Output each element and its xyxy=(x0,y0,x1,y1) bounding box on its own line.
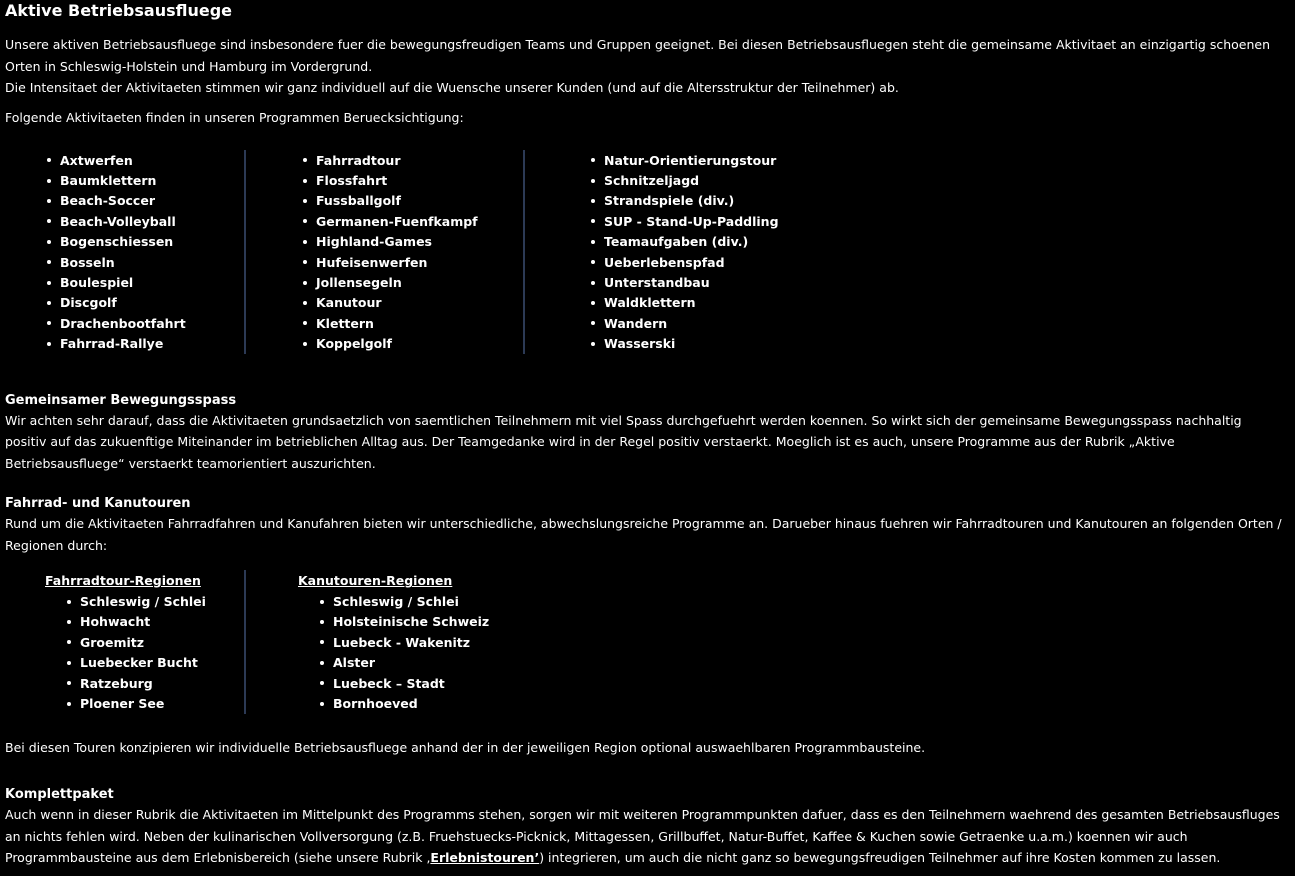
list-item xyxy=(591,272,1287,292)
list-item-label: Beach-Soccer xyxy=(60,193,155,209)
list-item xyxy=(591,191,1287,211)
list-item xyxy=(47,313,244,333)
list-item-label: Boulespiel xyxy=(60,275,134,291)
bullet-icon xyxy=(47,179,51,183)
bullet-icon xyxy=(47,240,51,244)
bullet-icon xyxy=(303,179,307,183)
bullet-icon xyxy=(47,158,51,162)
section-heading-komplettpaket: Komplettpaket xyxy=(5,787,114,803)
list-item xyxy=(303,211,523,231)
region-column-fahrradtour xyxy=(5,570,244,713)
activities-intro: Folgende Aktivitaeten finden in unseren Programmen Beruecksichtigung: xyxy=(5,109,464,125)
list-item-label: Luebeck – Stadt xyxy=(333,675,445,691)
list-item xyxy=(591,232,1287,252)
bullet-icon xyxy=(303,240,307,244)
list-item-label: Waldklettern xyxy=(604,295,696,311)
list-item-label: SUP - Stand-Up-Paddling xyxy=(604,213,779,229)
list-item xyxy=(303,170,523,190)
list-item xyxy=(47,170,244,190)
list-item xyxy=(47,272,244,292)
list-item xyxy=(303,191,523,211)
bullet-icon xyxy=(67,640,71,644)
list-item-label: Baumklettern xyxy=(60,173,157,189)
list-item xyxy=(47,150,244,170)
list-item xyxy=(591,150,1287,170)
bullet-icon xyxy=(591,179,595,183)
list-item-label: Ueberlebenspfad xyxy=(604,254,725,270)
list-item-label: Drachenbootfahrt xyxy=(60,315,186,331)
list-item xyxy=(67,653,244,673)
bullet-icon xyxy=(320,600,324,604)
bullet-icon xyxy=(67,702,71,706)
page-title: Aktive Betriebsausfluege xyxy=(5,1,233,20)
bullet-icon xyxy=(47,219,51,223)
bullet-icon xyxy=(320,681,324,685)
bullet-icon xyxy=(47,260,51,264)
bullet-icon xyxy=(303,199,307,203)
region-header-fahrradtour: Fahrradtour-Regionen xyxy=(45,573,201,589)
list-item-label: Hohwacht xyxy=(80,614,151,630)
bullet-icon xyxy=(67,620,71,624)
bullet-icon xyxy=(67,661,71,665)
komplettpaket-text-before: Auch wenn in dieser Rubrik die Aktivitaeten im Mittelpunkt des Programms stehen, sorgen wir mit weiteren Programmpunkten dafuer, dass es den Teilnehmern waehrend des gesamten Betriebsausfluges an nichts fehlen wird. Neben der kulinarischen Vollversorgung (z.B. Fruehstuecks-Picknick, Mittagessen, Grillbuffet, Natur-Buffet, Kaffee & Kuchen sowie Getraenke u.a.m.) koennen wir auch Programmbausteine aus dem Erlebnisbereich (siehe unsere Rubrik ‚ xyxy=(5,807,1280,865)
activities-column-2 xyxy=(244,150,523,354)
list-item-label: Schnitzeljagd xyxy=(604,173,700,189)
list-item-label: Germanen-Fuenfkampf xyxy=(316,213,478,229)
list-item xyxy=(47,211,244,231)
list-item-label: Luebeck - Wakenitz xyxy=(333,634,471,650)
list-item xyxy=(591,252,1287,272)
list-item-label: Highland-Games xyxy=(316,234,432,250)
bullet-icon xyxy=(47,321,51,325)
region-header-kanutouren: Kanutouren-Regionen xyxy=(298,573,453,589)
bullet-icon xyxy=(303,281,307,285)
list-item xyxy=(67,591,244,611)
list-item-label: Bosseln xyxy=(60,254,115,270)
region-column-kanutouren xyxy=(244,570,674,713)
bullet-icon xyxy=(591,219,595,223)
list-item xyxy=(320,693,674,713)
region-list-kanutouren xyxy=(298,591,674,713)
list-item xyxy=(47,252,244,272)
list-item-label: Fahrradtour xyxy=(316,152,401,168)
activities-column-1 xyxy=(5,150,244,354)
list-item xyxy=(303,272,523,292)
list-item-label: Fahrrad-Rallye xyxy=(60,336,164,352)
bullet-icon xyxy=(320,702,324,706)
list-item-label: Hufeisenwerfen xyxy=(316,254,428,270)
bullet-icon xyxy=(303,260,307,264)
list-item-label: Groemitz xyxy=(80,634,145,650)
list-item xyxy=(47,191,244,211)
bullet-icon xyxy=(320,640,324,644)
bullet-icon xyxy=(591,342,595,346)
list-item-label: Luebecker Bucht xyxy=(80,655,198,671)
list-item xyxy=(303,150,523,170)
list-item-label: Strandspiele (div.) xyxy=(604,193,735,209)
list-item xyxy=(591,313,1287,333)
list-item-label: Holsteinische Schweiz xyxy=(333,614,490,630)
bullet-icon xyxy=(303,219,307,223)
bullet-icon xyxy=(67,681,71,685)
regions-columns xyxy=(5,570,1287,713)
list-item-label: Flossfahrt xyxy=(316,173,388,189)
section-heading-fahrrad-kanutouren: Fahrrad- und Kanutouren xyxy=(5,496,191,512)
list-item-label: Bogenschiessen xyxy=(60,234,174,250)
section-heading-bewegungsspass: Gemeinsamer Bewegungsspass xyxy=(5,392,237,408)
bullet-icon xyxy=(303,321,307,325)
bullet-icon xyxy=(591,240,595,244)
list-item-label: Wandern xyxy=(604,315,668,331)
intro-paragraph-2: Die Intensitaet der Aktivitaeten stimmen wir ganz individuell auf die Wuensche unserer Kunden (und auf die Altersstruktur der Teilnehmer) ab. xyxy=(5,80,899,95)
bullet-icon xyxy=(303,301,307,305)
list-item-label: Discgolf xyxy=(60,295,117,311)
list-item xyxy=(591,211,1287,231)
bewegungsspass-paragraph: Wir achten sehr darauf, dass die Aktivitaeten grundsaetzlich von saemtlichen Teilnehmern mit viel Spass durchgefuehrt werden koennen. So wirkt sich der gemeinsame Bewegungsspass nachhaltig positiv auf das zukuenftige Miteinander im betrieblichen Alltag aus. Der Teamgedanke wird in der Regel positiv verstaerkt. Moeglich ist es auch, unsere Programme aus der Rubrik „Aktive Betriebsausfluege“ verstaerkt teamorientiert auszurichten. xyxy=(5,412,1242,471)
list-item-label: Koppelgolf xyxy=(316,336,392,352)
bullet-icon xyxy=(591,158,595,162)
list-item xyxy=(67,673,244,693)
list-item xyxy=(67,693,244,713)
list-item-label: Ratzeburg xyxy=(80,675,153,691)
activities-column-3 xyxy=(523,150,1287,354)
list-item xyxy=(67,632,244,652)
bullet-icon xyxy=(303,342,307,346)
list-item-label: Schleswig / Schlei xyxy=(333,594,459,610)
list-item-label: Schleswig / Schlei xyxy=(80,594,206,610)
fahrrad-kanutouren-paragraph: Rund um die Aktivitaeten Fahrradfahren und Kanufahren bieten wir unterschiedliche, abwechslungsreiche Programme an. Darueber hinaus fuehren wir Fahrradtouren und Kanutouren an folgenden Orten / Regionen durch: xyxy=(5,516,1282,553)
bullet-icon xyxy=(47,301,51,305)
list-item xyxy=(591,170,1287,190)
intro-paragraph: Unsere aktiven Betriebsausfluege sind insbesondere fuer die bewegungsfreudigen Teams und Gruppen geeignet. Bei diesen Betriebsausfluegen steht die gemeinsame Aktivitaet an einzigartig schoenen Orten in Schleswig-Holstein und Hamburg im Vordergrund. xyxy=(5,37,1271,74)
list-item xyxy=(47,334,244,354)
list-item-label: Klettern xyxy=(316,315,374,331)
list-item-label: Wasserski xyxy=(604,336,676,352)
list-item-label: Teamaufgaben (div.) xyxy=(604,234,749,250)
list-item xyxy=(303,313,523,333)
list-item xyxy=(591,334,1287,354)
list-item xyxy=(320,673,674,693)
bullet-icon xyxy=(303,158,307,162)
list-item xyxy=(47,232,244,252)
bullet-icon xyxy=(591,260,595,264)
list-item-label: Fussballgolf xyxy=(316,193,401,209)
list-item xyxy=(320,591,674,611)
bullet-icon xyxy=(591,281,595,285)
list-item-label: Ploener See xyxy=(80,696,165,712)
bullet-icon xyxy=(320,620,324,624)
bullet-icon xyxy=(591,301,595,305)
bullet-icon xyxy=(47,199,51,203)
activities-columns xyxy=(5,150,1287,354)
list-item-label: Jollensegeln xyxy=(316,275,402,291)
list-item-label: Unterstandbau xyxy=(604,275,710,291)
list-item xyxy=(303,334,523,354)
list-item xyxy=(47,293,244,313)
region-list-fahrradtour xyxy=(45,591,244,713)
list-item xyxy=(303,252,523,272)
bullet-icon xyxy=(47,342,51,346)
list-item-label: Axtwerfen xyxy=(60,152,133,168)
list-item-label: Beach-Volleyball xyxy=(60,213,176,229)
touren-note: Bei diesen Touren konzipieren wir individuelle Betriebsausfluege anhand der in der jeweiligen Region optional auswaehlbaren Programmbausteine. xyxy=(5,739,926,755)
erlebnistouren-link[interactable]: Erlebnistouren’ xyxy=(430,849,540,865)
list-item xyxy=(303,293,523,313)
bullet-icon xyxy=(67,600,71,604)
komplettpaket-text-after: ) integrieren, um auch die nicht ganz so bewegungsfreudigen Teilnehmer auf ihre Kosten kommen zu lassen. xyxy=(539,849,1221,865)
list-item xyxy=(591,293,1287,313)
list-item xyxy=(67,612,244,632)
list-item xyxy=(320,632,674,652)
list-item-label: Bornhoeved xyxy=(333,696,418,712)
bullet-icon xyxy=(591,199,595,203)
list-item-label: Alster xyxy=(333,655,376,671)
list-item-label: Kanutour xyxy=(316,295,382,311)
list-item xyxy=(303,232,523,252)
komplettpaket-paragraph xyxy=(5,804,1285,868)
list-item xyxy=(320,612,674,632)
bullet-icon xyxy=(320,661,324,665)
list-item xyxy=(320,653,674,673)
bullet-icon xyxy=(47,281,51,285)
bullet-icon xyxy=(591,321,595,325)
list-item-label: Natur-Orientierungstour xyxy=(604,152,777,168)
